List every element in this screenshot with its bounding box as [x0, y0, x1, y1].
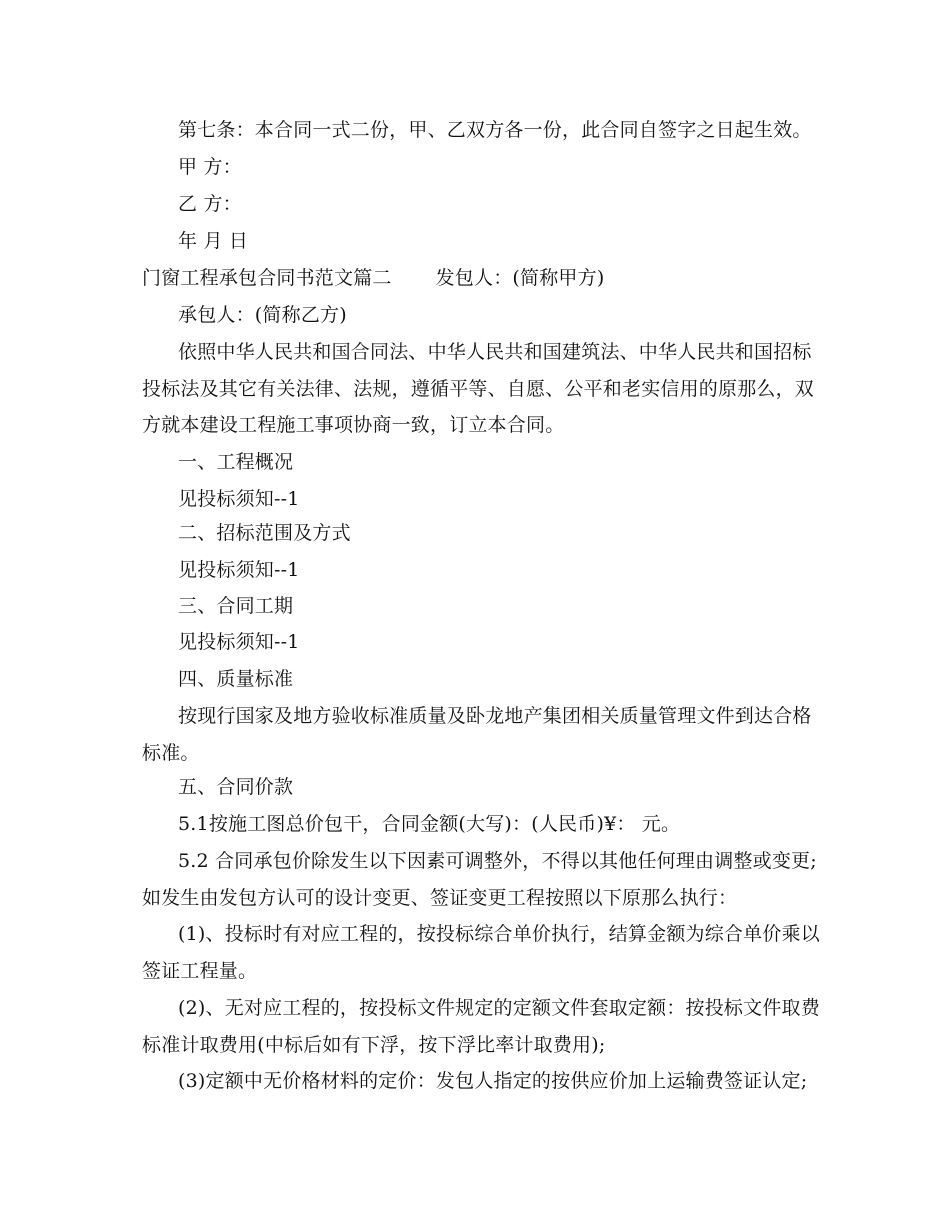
section-title-row: [142, 266, 604, 290]
paragraph-line: 依照中华人民共和国合同法、中华人民共和国建筑法、中华人民共和国招标: [178, 341, 812, 363]
heading-project-overview: 一、工程概况: [178, 451, 294, 473]
reference-line: 见投标须知--1: [178, 488, 300, 510]
clause-5-2: 5.2 合同承包价除发生以下因素可调整外，不得以其他任何理由调整或变更;: [178, 850, 817, 872]
employer-line: 发包人：(简称甲方): [435, 267, 605, 289]
paragraph-line: 如发生由发包方认可的设计变更、签证变更工程按照以下原那么执行：: [142, 887, 738, 909]
heading-bid-scope: 二、招标范围及方式: [178, 522, 351, 544]
reference-line: 见投标须知--1: [178, 559, 300, 581]
paragraph-line: 标准。: [142, 742, 200, 764]
item-3: (3)定额中无价格材料的定价：发包人指定的按供应价加上运输费签证认定;: [178, 1070, 808, 1092]
paragraph-line: 投标法及其它有关法律、法规，遵循平等、自愿、公平和老实信用的原那么，双: [142, 378, 815, 400]
section-title: 门窗工程承包合同书范文篇二: [142, 267, 392, 289]
paragraph-line: 按现行国家及地方验收标准质量及卧龙地产集团相关质量管理文件到达合格: [178, 705, 812, 727]
date-line: 年 月 日: [178, 230, 249, 252]
heading-quality-standard: 四、质量标准: [178, 668, 294, 690]
clause-5-1: 5.1按施工图总价包干，合同金额(大写)：(人民币)¥： 元。: [178, 813, 681, 835]
heading-contract-price: 五、合同价款: [178, 776, 294, 798]
paragraph-line: 标准计取费用(中标后如有下浮，按下浮比率计取费用);: [142, 1034, 606, 1056]
party-a-line: 甲 方：: [178, 156, 242, 178]
paragraph-line: 签证工程量。: [142, 960, 258, 982]
item-1: (1)、投标时有对应工程的，按投标综合单价执行，结算金额为综合单价乘以: [178, 923, 820, 945]
article-seven: 第七条：本合同一式二份，甲、乙双方各一份，此合同自签字之日起生效。: [178, 119, 812, 141]
paragraph-line: 方就本建设工程施工事项协商一致，订立本合同。: [142, 414, 565, 436]
heading-contract-period: 三、合同工期: [178, 595, 294, 617]
party-b-line: 乙 方：: [178, 193, 242, 215]
reference-line: 见投标须知--1: [178, 631, 300, 653]
contractor-line: 承包人：(简称乙方): [178, 304, 347, 326]
item-2: (2)、无对应工程的，按投标文件规定的定额文件套取定额：按投标文件取费: [178, 997, 820, 1019]
